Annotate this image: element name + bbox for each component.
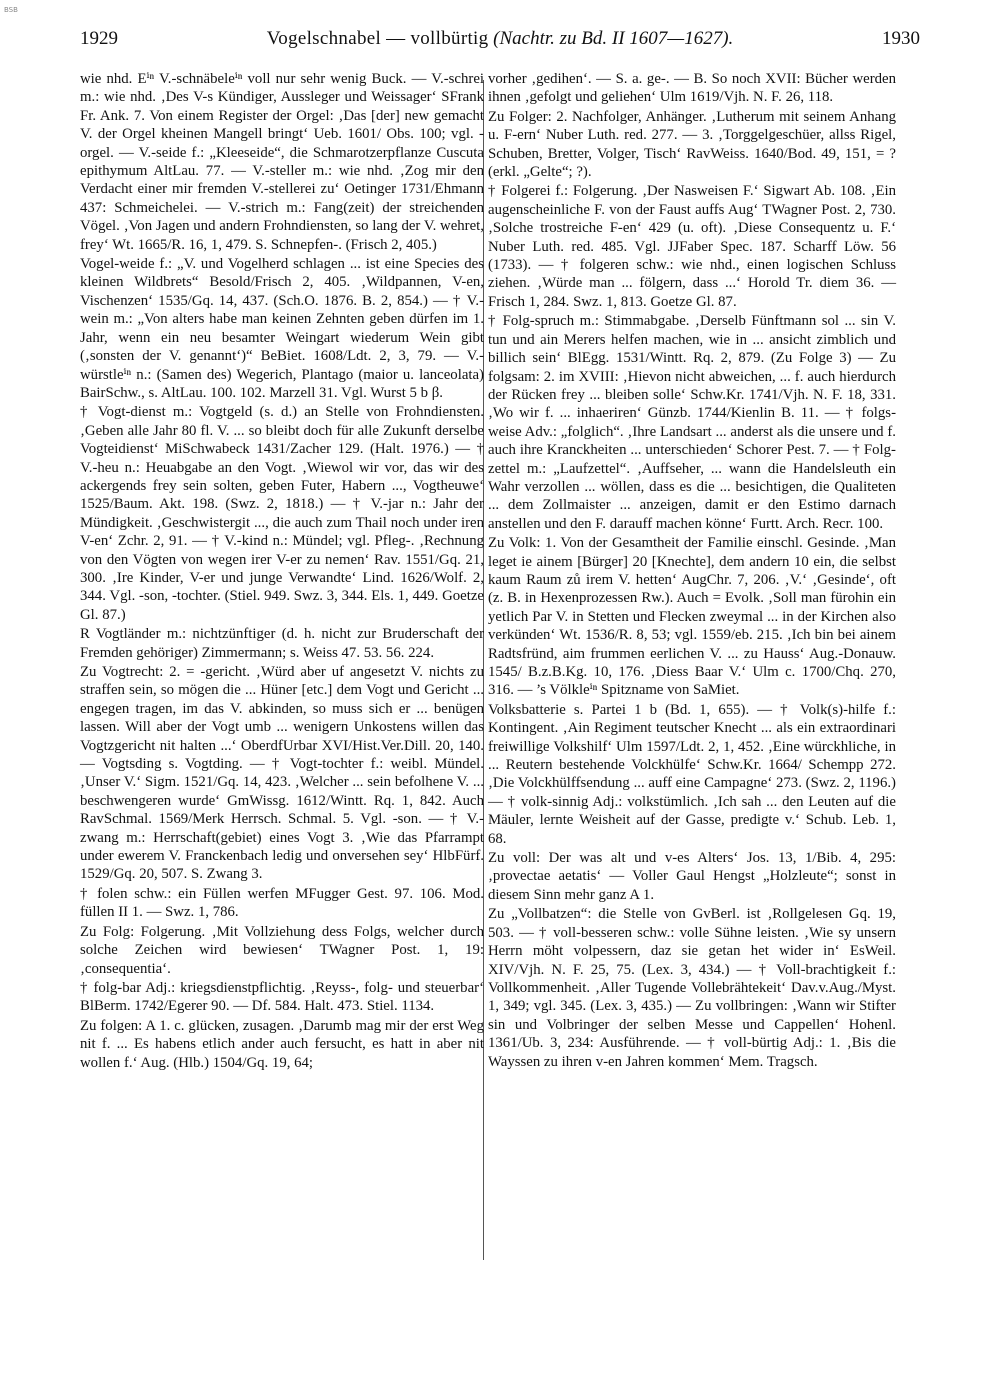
entry-paragraph: † folg-bar Adj.: kriegsdienstpflichtig. ‚Reyss-, folg- und steuerbar‘ BlBerm. 1742/Egerer 90. — Df. 584. Halt. 473. Stiel. 1134.: [80, 979, 484, 1015]
entry-paragraph: Zu Folger: 2. Nachfolger, Anhänger. ‚Lutherum mit seinem Anhang u. F-ern‘ Nuber Luth. red. 277. — 3. ‚Torggelgeschüer, allss Rigel, Schuben, Bretter, Volger, Tisch‘ RavWeiss. 1640/Bod. 49, 151, = ? (erkl. „Gelte“; ?).: [488, 108, 896, 181]
entry-paragraph: Zu Vogtrecht: 2. = -gericht. ‚Würd aber uf angesetzt V. nichts zu straffen sein, so mögen die ... Hüner [etc.] dem Vogt und Gericht ... engegen tragen, im das V. abkinden, so muss sich er ... benügen lassen. Will aber der Vogt umb ... wenigern Unkostens willen das Vogtzgericht nit halten ...‘ OberdfUrbar XVI/Hist.Ver.Dill. 20, 140. — Vogtsding s. Vogtding. — † Vogt-tochter f.: weibl. Mündel. ‚Unser V.‘ Sigm. 1521/Gq. 14, 423. ‚Welcher ... sein befolhene V. ... beschwengeren wurde‘ GmWissg. 1612/Wintt. Rq. 1, 842. Auch RavSchmal. 1569/Merk Herrsch. Schmal. 5. Vgl. -son. — † V.-zwang m.: Herrschaft(gebiet) eines Vogt 3. ‚Wie das Pfarrampt under ewerem V. Franckenbach ledig und onversehen sey‘ HlbFürf. 1529/Gq. 20, 507. S. Zwang 3.: [80, 664, 484, 883]
entry-paragraph: vorher ‚gedihen‘. — S. a. ge-. — B. So noch XVII: Bücher werden ihnen ‚gefolgt und geliehen‘ Ulm 1619/Vjh. N. F. 26, 118.: [488, 71, 896, 106]
entry-paragraph: Zu Folg: Folgerung. ‚Mit Vollziehung dess Folgs, welcher durch solche Zeichen wird bewiesen‘ TWagner Post. 1, 19: ‚consequentia‘.: [80, 923, 484, 977]
entry-paragraph: Volksbatterie s. Partei 1 b (Bd. 1, 655). — † Volk(s)-hilfe f.: Kontingent. ‚Ain Regiment teutscher Knecht ... als ein extraordinari freiwillige Volkshilf‘ Ulm 1597/Ldt. 2, 1, 452. ‚Eine würckhliche, in ... Reutern bestehende Volckhülfe‘ Schw.Kr. 1664/ Schempp 272. ‚Die Volckhülffsendung ... auff eine Campagne‘ 273. (Swz. 2, 1196.) — † volk-sinnig Adj.: volkstümlich. ‚Ich sah ... den Leuten auf die Mäuler, lernte Weisheit auf der Gasse, predigte v.‘ Schub. Leb. 1, 68.: [488, 701, 896, 847]
page-header: [80, 22, 920, 56]
entry-paragraph: Vogel-weide f.: „V. und Vogelherd schlagen ... ist eine Species des kleinen Wildbrets“ Besold/Frisch 2, 405. ‚Wildpannen, V-en, Vischenzen‘ 1535/Gq. 14, 437. (Sch.O. 1876. B. 2, 854.) — † V.-wein m.: „Von alters habe man keinen Zehnten geben dürfen im 1. Jahr, wenn ein neu besamter Weingart wiederum Wein gibt (‚sonsten der V. genannt‘)“ BeBiet. 1608/Ldt. 2, 3, 79. — V.-würstleⁱⁿ n.: (Samen des) Wegerich, Plantago (maior u. lanceolata) BairSchw., s. AltLau. 100. 102. Marzell 31. Vgl. Wurst 5 b β.: [80, 256, 484, 401]
entry-paragraph: Zu Volk: 1. Von der Gesamtheit der Familie einschl. Gesinde. ‚Man leget ie ainem [Bürger] 20 [Knechte], dem andern 10 ein, die selbst kaum Raum zů irem V. hetten‘ AugChr. 7, 206. ‚V.‘ ‚Gesinde‘, oft (z. B. in Hexenprozessen Rw.). Auch = Evolk. ‚Soll man fürohin ein yetlich Par V. in Stetten und Flecken zweymal ... in der Kirchen also verkünden‘ Wt. 1536/R. 8, 53; vgl. 1559/eb. 215. ‚Ich bin bei ainem Radtsfründ, aim frummen eerlichen V. ... zu Hauss‘ Aug.-Donauw. 1545/ B.z.B.Kg. 10, 176. ‚Diess Baar V.‘ Ulm c. 1700/Chq. 270, 316. — ’s Völkleⁱⁿ Spitzname von SaMiet.: [488, 535, 896, 699]
entry-paragraph: Zu folgen: A 1. c. glücken, zusagen. ‚Darumb mag mir der erst Weg nit f. ... Es habens etlich ander auch fersucht, es hatt in aber nit wollen f.‘ Aug. (Hlb.) 1504/Gq. 19, 64;: [80, 1017, 484, 1071]
entry-paragraph: wie nhd. Eⁱⁿ V.-schnäbeleⁱⁿ voll nur sehr wenig Buck. — V.-schrei m.: wie nhd. ‚Des V-s Kündiger, Aussleger und Weissager‘ SFrank Fr. Ank. 7. Von einem Register der Orgel: ‚Das [der] new gemacht V. der Orgel kheinen Mangell bringt‘ Ueb. 1601/ Obs. 100; vgl. -orgel. — V.-seide f.: „Kleeseide“, die Schmarotzerpflanze Cuscuta epithymum AltLau. 77. — V.-steller m.: wie nhd. ‚Zog mir den Verdacht einer mir fremden V.-stellerei zu‘ Oetinger 1731/Ehmann 437: Schmeichelei. — V.-strich m.: Fang(zeit) der streichenden Vögel. ‚Von Jagen und andern Frohndiensten, so lang der V. wehret, frey‘ Wt. 1665/R. 16, 1, 479. S. Schnepfen-. (Frisch 2, 405.): [80, 71, 484, 253]
entry-paragraph: R Vogtländer m.: nichtzünftiger (d. h. nicht zur Bruderschaft der Fremden gehöriger) Zimmermann; s. Weiss 47. 53. 56. 224.: [80, 626, 484, 661]
entry-paragraph: † Vogt-dienst m.: Vogtgeld (s. d.) an Stelle von Frohndiensten. ‚Geben alle Jahr 80 fl. V. ... so bleibt doch für alle Zukunft derselbe Vogteidienst‘ MiSchwabeck 1431/Zacher 129. (Halt. 1976.) — † V.-heu n.: Heuabgabe an den Vogt. ‚Wiewol wir vor, das wir des ackergends frey sein solten, geben Futer, Habern ..., Vogtheuwe‘ 1525/Baum. Akt. 198. (Swz. 2, 1818.) — † V.-jar n.: Jahr der Mündigkeit. ‚Geschwistergit ..., die auch zum Thail noch under iren V-en‘ Zchr. 2, 91. — † V.-kind n.: Mündel; vgl. Pfleg-. ‚Rechnung von den Vögten von wegen irer V-er zu nemen‘ Rav. 1551/Gq. 21, 300. ‚Ire Kinder, V-er und junge Verwandte‘ Lind. 1626/Wolf. 2, 344. Vgl. -son, -tochter. (Stiel. 949. Swz. 3, 344. Els. 1, 449. Goetze Gl. 87.): [80, 404, 484, 623]
entry-paragraph: † Folgerei f.: Folgerung. ‚Der Nasweisen F.‘ Sigwart Ab. 108. ‚Ein augenscheinliche F. von der Faust auffs Aug‘ TWagner Post. 2, 730. ‚Solche trostreiche F-en‘ 429 (u. oft). ‚Diese Consequentz u. F.‘ Nuber Luth. red. 485. Vgl. JJFaber Spec. 187. Scharff Löw. 56 (1733). — † folgeren schw.: wie nhd., einen logischen Schluss ziehen. ‚Würde man ... fölgern, dass ...‘ Horold Tr. diem 36. — Frisch 1, 284. Swz. 1, 813. Goetze Gl. 87.: [488, 183, 896, 310]
left-page-number: 1929: [80, 28, 118, 49]
entry-paragraph: † folen schw.: ein Füllen werfen MFugger Gest. 97. 106. Mod. füllen II 1. — Swz. 1, 786.: [80, 885, 484, 921]
running-title: [80, 28, 920, 50]
entry-paragraph: Zu voll: Der was alt und v-es Alters‘ Jos. 13, 1/Bib. 4, 295: ‚provectae aetatis‘ — Voller Gaul Hengst „Holzleute“; sonst in diesem Sinn mehr ganz A 1.: [488, 850, 896, 903]
entry-paragraph: † Folg-spruch m.: Stimmabgabe. ‚Derselb Fünftmann sol ... sin V. tun und ain Merers helfen machen, wie in ... ansicht zimblich und billich sein‘ BlEgg. 1531/Wintt. Rq. 2, 879. (Zu Folge 3) — Zu folgsam: 2. im XVIII: ‚Hievon nicht abweichen, ... f. auch hierdurch der Rücken frey ... bleiben solle‘ Schw.Kr. 1741/Vjh. N. F. 18, 331. ‚Wo wir f. ... inhaeriren‘ Günzb. 1744/Kienlin B. 11. — † folgs-weise Adv.: „folglich“. ‚Ihre Landsart ... anderst als die unsere und f. auch ihre Kranckheiten ... unterschieden‘ Schorer Pest. 7. — † Folg-zettel m.: „Laufzettel“. ‚Auffseher, ... wann die Handelsleuth ein Wahr verzollen ... wöllen, dass es die ... besichtigen, die Qualiteten ... dem Zollmaister ... anzeigen, damit er den Estimo darnach anstellen und den F. darauff machen könne‘ Furtt. Arch. Recr. 100.: [488, 313, 896, 532]
library-stamp: BSB: [4, 6, 18, 14]
running-title-main: Vogelschnabel — vollbürtig: [266, 28, 489, 49]
entry-paragraph: Zu „Vollbatzen“: die Stelle von GvBerl. ist ‚Rollgelesen Gq. 19, 503. — † voll-besseren schw.: volle Sühne leisten. ‚Wie sy unsern Herrn möht volpessern, daz sie getan het wider in‘ EsWeil. XIV/Vjh. N. F. 25, 75. (Lex. 3, 434.) — † Voll-brachtigkeit f.: Vollkommenheit. ‚Aller Tugende Vollebrähtekeit‘ Dav.v.Aug./Myst. 1, 349; vgl. 345. (Lex. 3, 435.) — Zu vollbringen: ‚Wann wir Stifter sin und Volbringer der selben Messe und Cappellen‘ Hohenl. 1361/Ub. 3, 234: Ausführende. — † voll-bürtig Adj.: 1. ‚Bis die Wayssen zu ihren v-en Jahren kommen‘ Mem. Tragsch.: [488, 906, 896, 1070]
right-page-number: 1930: [882, 28, 920, 49]
left-column: [80, 70, 484, 1072]
right-column: [488, 70, 896, 1071]
running-title-italic: (Nachtr. zu Bd. II 1607—1627).: [493, 28, 734, 49]
